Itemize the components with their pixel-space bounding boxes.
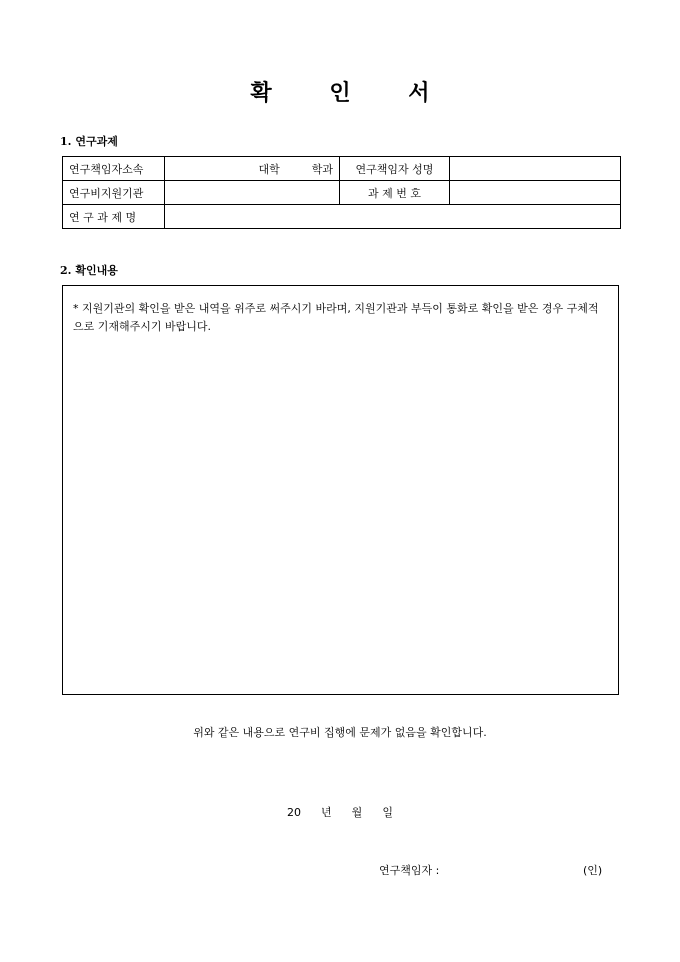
- document-title: [0, 76, 680, 107]
- instruction-text: * 지원기관의 확인을 받은 내역을 위주로 써주시기 바라며, 지원기관과 부득이 통화로 확인을 받은 경우 구체적으로 기재해주시기 바랍니다.: [73, 302, 599, 333]
- confirmation-details-box[interactable]: [62, 285, 619, 695]
- university-label: 대학: [258, 162, 280, 176]
- section-heading-confirmation-details: 2. 확인내용: [60, 264, 118, 277]
- confirmation-statement: 위와 같은 내용으로 연구비 집행에 문제가 없음을 확인합니다.: [193, 726, 487, 739]
- research-project-table: [62, 156, 621, 229]
- affiliation-field[interactable]: [165, 157, 340, 181]
- month-label: 월: [351, 806, 363, 819]
- seal-mark: (인): [583, 864, 603, 877]
- table-row: [63, 157, 621, 181]
- project-number-field[interactable]: [450, 181, 621, 205]
- day-label: 일: [382, 806, 393, 819]
- title-char: 서: [408, 80, 430, 106]
- label-project-number: 과 제 번 호: [340, 181, 450, 205]
- year-label: 년: [321, 806, 332, 819]
- project-title-field[interactable]: [165, 205, 621, 229]
- date-line: [0, 804, 680, 820]
- table-row: [63, 205, 621, 229]
- title-char: 인: [329, 80, 351, 106]
- label-funding-agency: 연구비지원기관: [63, 181, 165, 205]
- title-char: 확: [250, 80, 272, 106]
- pi-name-field[interactable]: [450, 157, 621, 181]
- table-row: [63, 181, 621, 205]
- year-prefix: 20: [287, 806, 302, 819]
- label-project-title: 연 구 과 제 명: [63, 205, 165, 229]
- label-pi-affiliation: 연구책임자소속: [63, 157, 165, 181]
- funding-agency-field[interactable]: [165, 181, 340, 205]
- signature-label: 연구책임자 :: [379, 864, 440, 877]
- label-pi-name: 연구책임자 성명: [340, 157, 450, 181]
- section-heading-research-project: 1. 연구과제: [60, 135, 118, 148]
- department-label: 학과: [311, 162, 333, 176]
